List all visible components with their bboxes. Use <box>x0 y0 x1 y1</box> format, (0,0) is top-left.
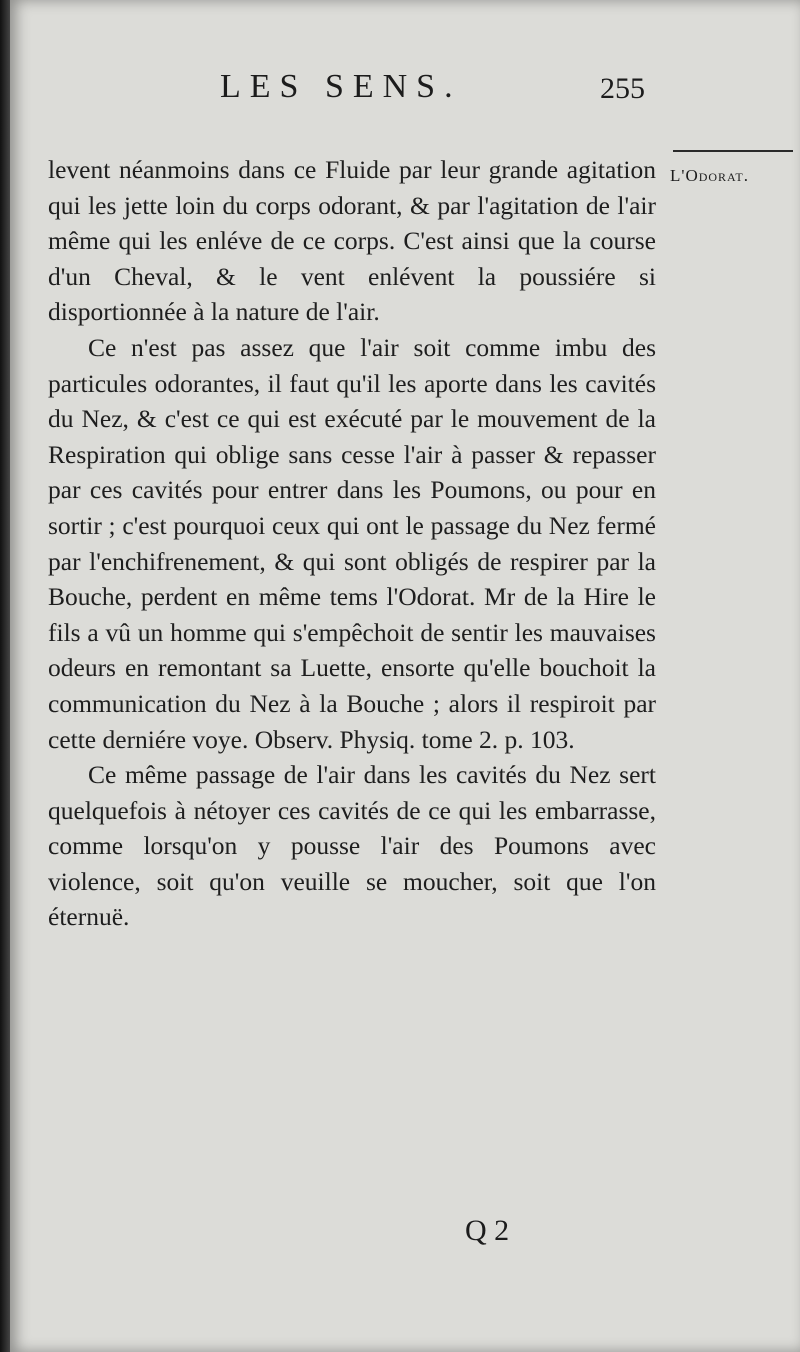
book-page <box>10 0 800 1352</box>
margin-rule <box>673 150 793 152</box>
body-text <box>48 152 656 935</box>
scan-edge <box>0 0 10 1352</box>
page-number: 255 <box>600 72 645 105</box>
paragraph: Ce n'est pas assez que l'air soit comme imbu des particules odorantes, il faut qu'il les aporte dans les cavités du Nez, & c'est ce qui est exécuté par le mouvement de la Respiration qui oblige sans cesse l'air à passer & repasser par ces cavités pour entrer dans les Poumons, ou pour en sortir ; c'est pourquoi ceux qui ont le passage du Nez fermé par l'enchifrenement, & qui sont obligés de respirer par la Bouche, perdent en même tems l'Odorat. Mr de la Hire le fils a vû un homme qui s'empêchoit de sentir les mauvaises odeurs en remontant sa Luette, ensorte qu'elle bouchoit la communication du Nez à la Bouche ; alors il respiroit par cette derniére voye. Observ. Physiq. tome 2. p. 103. <box>48 332 656 754</box>
running-title: LES SENS. <box>220 68 462 105</box>
paragraph: levent néanmoins dans ce Fluide par leur grande agitation qui les jette loin du corps odorant, & par l'agitation de l'air même qui les enléve de ce corps. C'est ainsi que la course d'un Cheval, & le vent enlévent la poussiére si disportionnée à la nature de l'air. <box>48 155 656 327</box>
page-header <box>10 68 800 118</box>
paragraph: Ce même passage de l'air dans les cavités du Nez sert quelquefois à nétoyer ces cavités de ce qui les embarrasse, comme lorsqu'on y pousse l'air des Poumons avec violence, soit qu'on veuille se moucher, soit que l'on éternuë. <box>48 760 656 932</box>
catchword: Q 2 <box>465 1214 510 1247</box>
margin-note: L'Odorat. <box>670 166 749 185</box>
bleed-through-ghost <box>150 1150 156 1177</box>
